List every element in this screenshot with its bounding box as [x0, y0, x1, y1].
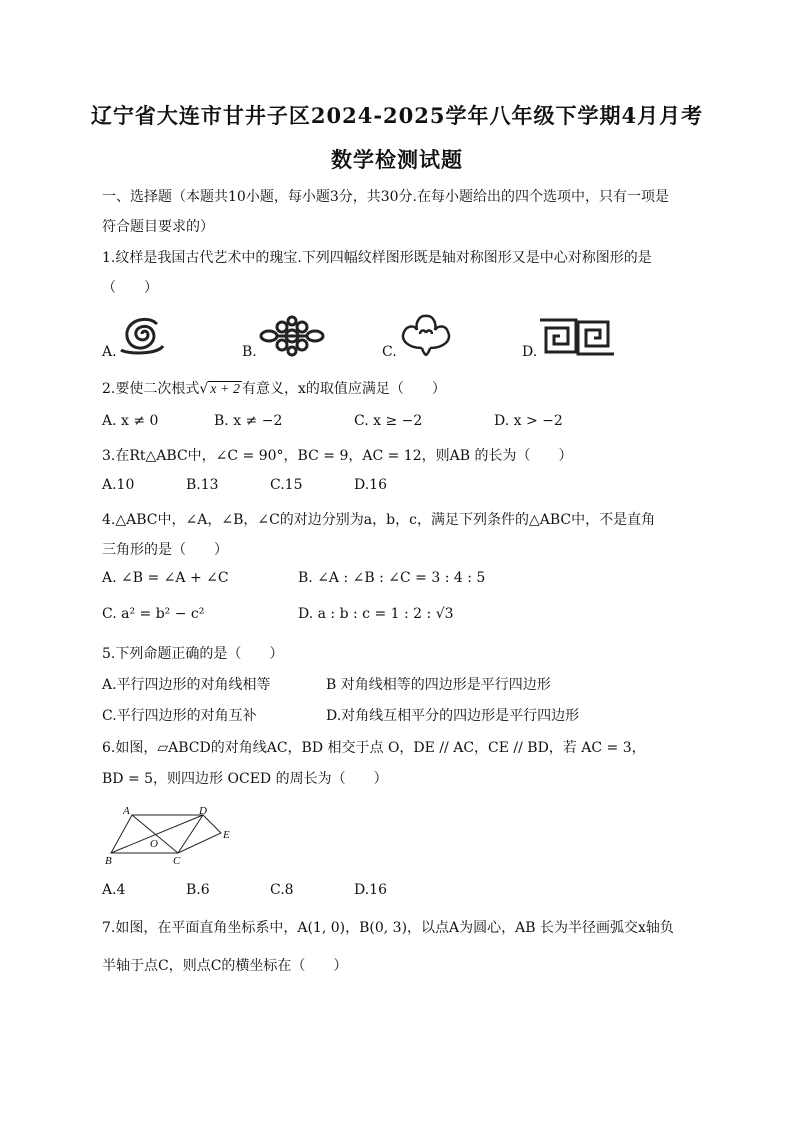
q3-option-a: A.10	[102, 477, 135, 493]
q4-stem-line2: 三角形的是（ ）	[102, 542, 228, 558]
q6-option-c: C.8	[270, 882, 294, 898]
q6-parallelogram-figure	[100, 803, 240, 869]
q5-option-b: B 对角线相等的四边形是平行四边形	[326, 677, 551, 693]
q4-option-a: A. ∠B = ∠A + ∠C	[102, 570, 229, 586]
q1-option-b-knot-figure	[259, 315, 325, 357]
q6-label-o: O	[150, 838, 158, 850]
q2-option-a: A. x ≠ 0	[102, 413, 159, 429]
q6-label-d: D	[199, 805, 207, 817]
q2-sqrt-symbol: √	[199, 381, 209, 397]
q7-stem-line1: 7.如图，在平面直角坐标系中，A(1, 0)，B(0, 3)，以点A为圆心，AB 长为半径画弧交x轴负	[102, 920, 674, 936]
q1-option-d-label: D.	[522, 344, 538, 360]
q1-option-d-meander-figure	[538, 318, 616, 356]
q6-label-a: A	[123, 805, 130, 817]
q2-radicand: x + 2	[210, 382, 240, 397]
q6-stem-line2: BD = 5，则四边形 OCED 的周长为（ ）	[102, 771, 388, 787]
q2-stem-prefix: 2.要使二次根式	[102, 381, 200, 397]
q4-stem-line1: 4.△ABC中，∠A，∠B，∠C的对边分别为a，b，c，满足下列条件的△ABC中，不是直角	[102, 512, 656, 528]
q1-option-a-label: A.	[102, 344, 117, 360]
q6-label-e: E	[223, 829, 230, 841]
page-subtitle: 数学检测试题	[331, 147, 463, 172]
q4-option-b: B. ∠A : ∠B : ∠C = 3 : 4 : 5	[298, 570, 486, 586]
q2-stem	[102, 378, 446, 398]
q1-option-c-cloud-figure	[398, 312, 454, 356]
q5-option-c: C.平行四边形的对角互补	[102, 708, 257, 724]
section-heading-line1: 一、选择题（本题共10小题，每小题3分，共30分.在每小题给出的四个选项中，只有一项是	[102, 189, 669, 205]
q2-option-c: C. x ≥ −2	[354, 413, 423, 429]
q2-option-d: D. x > −2	[494, 413, 563, 429]
q4-option-c: C. a² = b² − c²	[102, 606, 205, 622]
q5-option-a: A.平行四边形的对角线相等	[102, 677, 271, 693]
q6-option-a: A.4	[102, 882, 126, 898]
q3-option-c: C.15	[270, 477, 303, 493]
q3-stem: 3.在Rt△ABC中，∠C = 90°，BC = 9，AC = 12，则AB 的长为（ ）	[102, 448, 573, 464]
q6-option-d: D.16	[354, 882, 387, 898]
q6-stem-line1: 6.如图，▱ABCD的对角线AC，BD 相交于点 O，DE // AC，CE // BD，若 AC = 3，	[102, 740, 646, 756]
q5-option-d: D.对角线互相平分的四边形是平行四边形	[326, 708, 580, 724]
q7-stem-line2: 半轴于点C，则点C的横坐标在（ ）	[102, 958, 348, 974]
q1-option-a-spiral-figure	[117, 310, 167, 358]
q1-stem-line2: （ ）	[102, 280, 158, 296]
q1-option-c-label: C.	[382, 344, 397, 360]
q4-option-d: D. a : b : c = 1 : 2 : √3	[298, 606, 454, 622]
q5-stem: 5.下列命题正确的是（ ）	[102, 646, 284, 662]
q1-stem-line1: 1.纹样是我国古代艺术中的瑰宝.下列四幅纹样图形既是轴对称图形又是中心对称图形的是	[102, 250, 652, 266]
q2-stem-suffix: 有意义，x的取值应满足（ ）	[241, 381, 446, 397]
q3-option-d: D.16	[354, 477, 387, 493]
q6-label-b: B	[105, 855, 112, 867]
q6-label-c: C	[173, 855, 181, 867]
page-title: 辽宁省大连市甘井子区2024-2025学年八年级下学期4月月考	[90, 103, 704, 128]
q3-option-b: B.13	[186, 477, 219, 493]
section-heading-line2: 符合题目要求的）	[102, 219, 214, 235]
q2-option-b: B. x ≠ −2	[214, 413, 283, 429]
q1-option-b-label: B.	[242, 344, 257, 360]
q6-option-b: B.6	[186, 882, 210, 898]
